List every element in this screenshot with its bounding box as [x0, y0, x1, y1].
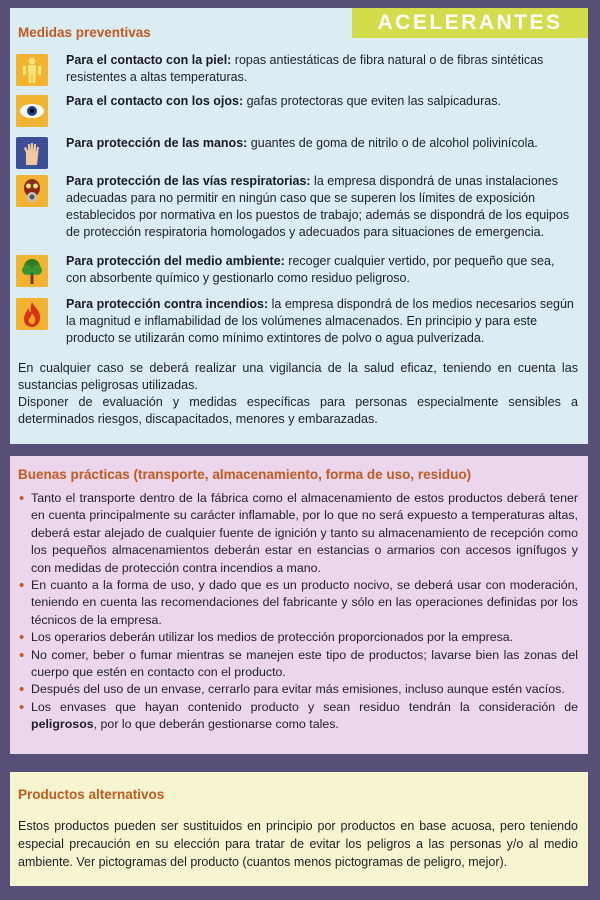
- item-eyes-text: gafas protectoras que eviten las salpicaduras.: [243, 94, 501, 108]
- bullet-icon: •: [19, 681, 25, 699]
- good-practices-title: Buenas prácticas (transporte, almacenamiento, forma de uso, residuo): [18, 467, 472, 482]
- item-eyes: [10, 93, 588, 131]
- list-item: [18, 629, 578, 646]
- bullet-icon: •: [19, 646, 25, 664]
- alternative-products-title: Productos alternativos: [18, 787, 165, 802]
- list-item: [18, 647, 578, 682]
- item-eyes-label: Para el contacto con los ojos:: [66, 94, 244, 108]
- bullet-text: En cuanto a la forma de uso, y dado que es un producto nocivo, se deberá usar con moderación, teniendo en cuenta las recomendaciones del fabricante y sólo en las operaciones definidas por los técnicos de la empresa.: [31, 578, 578, 627]
- good-practices-list: [18, 490, 578, 734]
- item-fire-label: Para protección contra incendios:: [66, 297, 269, 311]
- bullet-icon: •: [19, 698, 25, 716]
- alternative-products-panel: [10, 772, 588, 886]
- list-item: [18, 681, 578, 698]
- item-hands-text: guantes de goma de nitrilo o de alcohol polivinícola.: [247, 136, 538, 150]
- item-fire-text: la empresa dispondrá de los medios necesarios según la magnitud e inflamabilidad de los volúmenes almacenados. En principio y para este producto se utilizarán como mínimo extintores de polvo o agua pulverizada.: [66, 297, 574, 345]
- item-environment-text: recoger cualquier vertido, por pequeño que sea, con absorbente químico y gestionarlo como residuo peligroso.: [66, 254, 555, 285]
- closing-paragraph-health: En cualquier caso se deberá realizar una vigilancia de la salud eficaz, teniendo en cuenta las sustancias peligrosas utilizadas.: [18, 361, 578, 392]
- item-hands-label: Para protección de las manos:: [66, 136, 248, 150]
- item-respiratory-text: la empresa dispondrá de unas instalaciones adecuadas para no permitir en ningún caso que se superen los límites de exposición establecidos por normativa en los puestos de trabajo; además se dispondrá de los equipos de protección respiratoria homologados y adecuados para situaciones de emergencia.: [66, 174, 570, 239]
- item-respiratory: [10, 173, 588, 245]
- eye-icon: [16, 95, 48, 127]
- item-skin-text: ropas antiestáticas de fibra natural o de fibras sintéticas resistentes a altas temperaturas.: [66, 53, 544, 84]
- good-practices-panel: [10, 456, 588, 754]
- product-badge: ACELERANTES: [352, 8, 588, 38]
- item-skin-label: Para el contacto con la piel:: [66, 53, 232, 67]
- person-icon: [16, 54, 48, 86]
- bullet-text: No comer, beber o fumar mientras se manejen este tipo de productos; lavarse bien las zonas del cuerpo que estén en contacto con el producto.: [31, 647, 578, 680]
- list-item: [18, 490, 578, 577]
- tree-icon: [16, 255, 48, 287]
- preventive-items: [10, 52, 588, 352]
- bullet-icon: •: [19, 577, 25, 595]
- bullet-text: Los envases que hayan contenido producto y sean residuo tendrán la consideración de: [31, 699, 578, 714]
- item-hands: [10, 135, 588, 173]
- bullet-text: Tanto el transporte dentro de la fábrica como el almacenamiento de estos productos deberá tener en cuenta principalmente su carácter inflamable, por lo que no será expuesto a temperaturas altas, deberá estar alejado de cualquier fuente de ignición y tanto su almacenamiento de recepción como los pequeños almacenamientos deberán estar en estancias o armarios con accesos ignífugos y con medidas de protección contra incendios a mano.: [31, 491, 578, 575]
- bullet-text: Después del uso de un envase, cerrarlo para evitar más emisiones, incluso aunque estén vacíos.: [31, 682, 565, 697]
- bullet-bold-text: peligrosos: [31, 717, 94, 732]
- item-respiratory-label: Para protección de las vías respiratorias:: [66, 174, 311, 188]
- preventive-measures-panel: [10, 8, 588, 444]
- closing-paragraph-sensitive: Disponer de evaluación y medidas específicas para personas especialmente sensibles a determinados riesgos, discapacitados, menores y embarazadas.: [18, 395, 578, 426]
- item-fire: [10, 296, 588, 352]
- item-environment: [10, 253, 588, 291]
- item-skin: [10, 52, 588, 88]
- bullet-text-end: , por lo que deberán gestionarse como tales.: [93, 717, 339, 732]
- bullet-icon: •: [19, 629, 25, 647]
- fire-icon: [16, 298, 48, 330]
- gas-mask-icon: [16, 175, 48, 207]
- bullet-text: Los operarios deberán utilizar los medios de protección proporcionados por la empresa.: [31, 630, 514, 645]
- alternative-products-text: Estos productos pueden ser sustituidos en principio por productos en base acuosa, pero teniendo especial precaución en su elección para tratar de evitar los peligros a las personas y/o al medio ambiente. Ver pictogramas del producto (cuantos menos pictogramas de peligro, mejor).: [18, 819, 578, 869]
- preventive-closing: [18, 360, 578, 428]
- list-item: [18, 699, 578, 734]
- item-environment-label: Para protección del medio ambiente:: [66, 254, 285, 268]
- bullet-icon: •: [19, 490, 25, 507]
- preventive-measures-title: Medidas preventivas: [18, 25, 151, 40]
- hand-icon: [16, 137, 48, 169]
- list-item: [18, 577, 578, 629]
